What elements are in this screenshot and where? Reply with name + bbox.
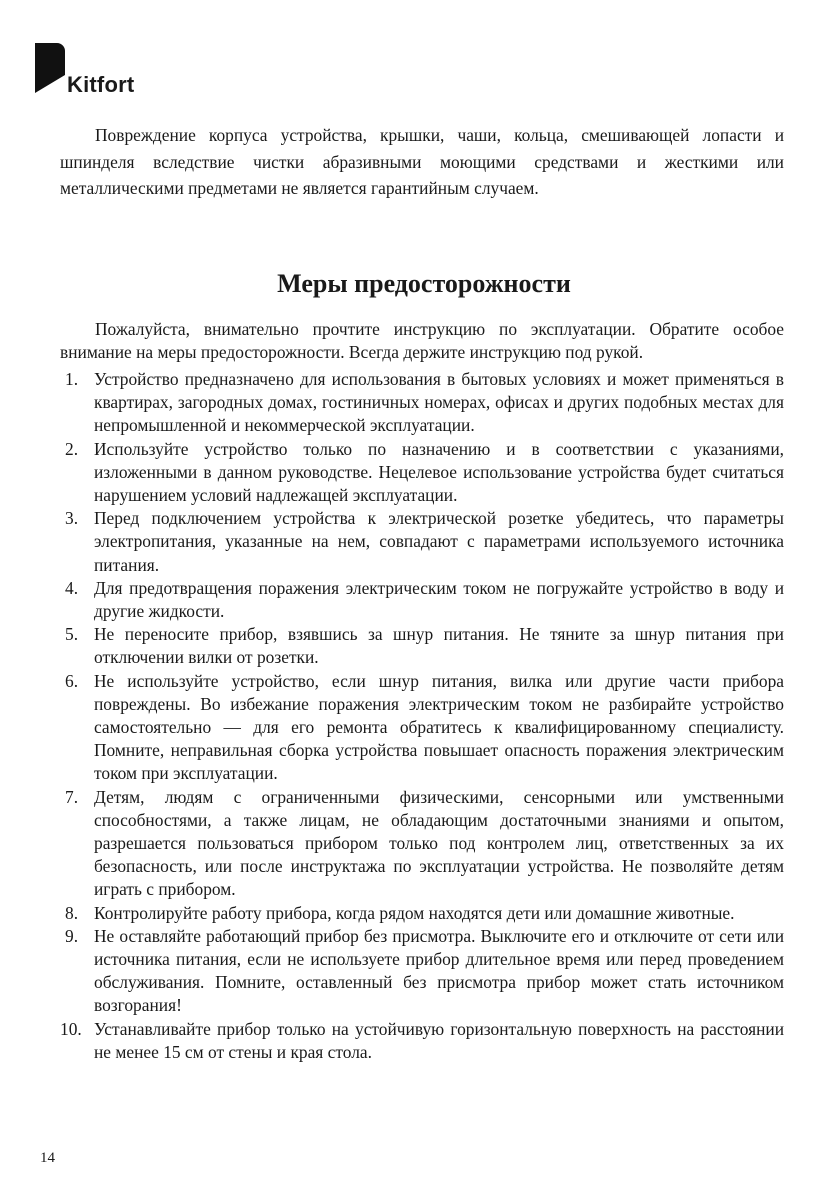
precautions-list: [60, 368, 784, 1064]
item-number: 2.: [65, 438, 79, 459]
list-item: [60, 786, 784, 902]
item-text: Детям, людям с ограниченными физическими, сенсорными или умственными способностями, а также лицам, не обладающим достаточными знаниями и опытом, разрешается пользоваться прибором только под контролем лиц, ответственных за их безопасность, или после инструктажа по эксплуатации устройства. Не позволяйте детям играть с прибором.: [94, 786, 784, 900]
list-item: [60, 1018, 784, 1064]
list-item: [60, 507, 784, 577]
list-item: [60, 925, 784, 1018]
item-number: 10.: [60, 1018, 82, 1039]
list-item: [60, 902, 784, 925]
list-item: [60, 368, 784, 438]
item-number: 7.: [65, 786, 79, 807]
item-text: Контролируйте работу прибора, когда рядом находятся дети или домашние животные.: [94, 902, 735, 923]
item-text: Устанавливайте прибор только на устойчивую горизонтальную поверхность на расстоянии не менее 15 см от стены и края стола.: [94, 1018, 784, 1062]
item-number: 1.: [65, 369, 79, 389]
section-title: Меры предосторожности: [277, 269, 571, 298]
page-number: 14: [40, 1150, 55, 1166]
section-lead: Пожалуйста, внимательно прочтите инструкцию по эксплуатации. Обратите особое внимание на меры предосторожности. Всегда держите инструкцию под рукой.: [60, 319, 784, 362]
item-number: 5.: [65, 624, 79, 645]
list-item: [60, 577, 784, 623]
item-text: Используйте устройство только по назначению и в соответствии с указаниями, изложенными в данном руководстве. Нецелевое использование устройства будет считаться нарушением условий надлежащей эксплуатации.: [94, 438, 784, 506]
item-number: 9.: [65, 925, 79, 946]
item-text: Для предотвращения поражения электрическим током не погружайте устройство в воду и другие жидкости.: [94, 577, 784, 622]
item-number: 6.: [65, 670, 79, 691]
kitfort-logo-mark-icon: [33, 43, 67, 95]
item-text: Не оставляйте работающий прибор без присмотра. Выключите его и отключите от сети или источника питания, если не используете прибор длительное время или перед проведением обслуживания. Помните, оставленный без присмотра прибор может стать источником возгорания!: [94, 925, 784, 1016]
warranty-note: Повреждение корпуса устройства, крышки, чаши, кольца, смешивающей лопасти и шпинделя вследствие чистки абразивными моющими средствами и жесткими или металлическими предметами не является гарантийным случаем.: [60, 125, 784, 198]
item-number: 3.: [65, 508, 79, 529]
item-text: Не переносите прибор, взявшись за шнур питания. Не тяните за шнур питания при отключении вилки от розетки.: [94, 624, 784, 668]
list-item: [60, 438, 784, 508]
item-text: Не используйте устройство, если шнур питания, вилка или другие части прибора повреждены. Во избежание поражения электрическим током не разбирайте устройство самостоятельно — для его ремонта обратитесь к квалифицированному специалисту. Помните, неправильная сборка устройства повышает опасность поражения электрическим током при эксплуатации.: [94, 670, 784, 784]
item-text: Перед подключением устройства к электрической розетке убедитесь, что параметры электропитания, указанные на нем, совпадают с параметрами используемого источника питания.: [94, 508, 784, 575]
list-item: [60, 623, 784, 669]
list-item: [60, 670, 784, 786]
item-number: 4.: [65, 577, 79, 598]
item-text: Устройство предназначено для использования в бытовых условиях и может применяться в квартирах, загородных домах, гостиничных номерах, офисах и других подобных местах для непромышленной и некоммерческой эксплуатации.: [94, 369, 784, 436]
brand-name: Kitfort: [67, 72, 135, 97]
item-number: 8.: [65, 902, 79, 923]
